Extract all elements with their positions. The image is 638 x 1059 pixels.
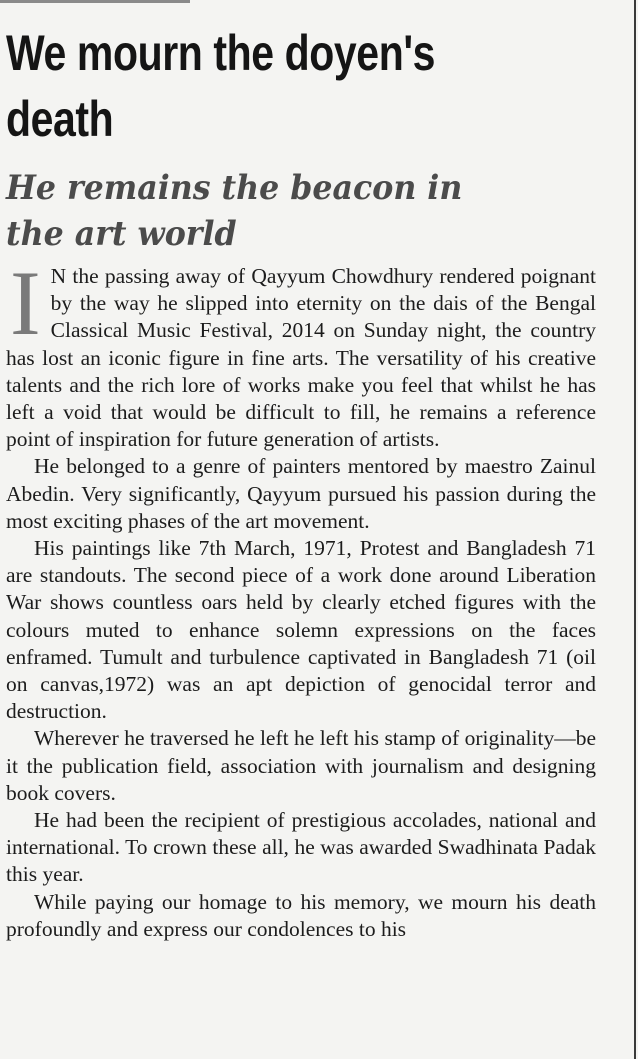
paragraph-3: His paintings like 7th March, 1971, Protest and Bangladesh 71 are standouts. The second piece of a work done around Liberation War shows countless oars held by clearly etched figures with the colours muted to enhance solemn expressions on the faces enframed. Tumult and turbulence captivated in Bangladesh 71 (oil on canvas,1972) was an apt depiction of genocidal terror and destruction.	[6, 536, 596, 724]
paragraph-2: He belonged to a genre of painters mentored by maestro Zainul Abedin. Very significantly, Qayyum pursued his passion during the most exciting phases of the art movement.	[6, 454, 596, 533]
paragraph-5: He had been the recipient of prestigious accolades, national and international. To crown these all, he was awarded Swadhinata Padak this year.	[6, 808, 596, 887]
article-body	[6, 252, 596, 943]
paragraph-1-text: N the passing away of Qayyum Chowdhury rendered poignant by the way he slipped into eternity on the dais of the Bengal Classical Music Festival, 2014 on Sunday night, the country has lost an iconic figure in fine arts. The versatility of his creative talents and the rich lore of works make you feel that whilst he has left a void that would be difficult to fill, he remains a reference point of inspiration for future generation of artists.	[6, 264, 596, 452]
column-rule	[634, 0, 636, 1059]
headline: We mourn the doyen's death	[6, 25, 436, 147]
top-rule	[0, 0, 190, 3]
paragraph-1	[6, 252, 596, 453]
paragraph-4: Wherever he traversed he left he left his stamp of originality—be it the publication field, association with journalism and designing book covers.	[6, 726, 596, 805]
paragraph-6: While paying our homage to his memory, we mourn his death profoundly and express our condolences to his	[6, 889, 596, 941]
subheadline: He remains the beacon in the art world	[6, 168, 463, 254]
drop-cap: I	[10, 252, 41, 354]
